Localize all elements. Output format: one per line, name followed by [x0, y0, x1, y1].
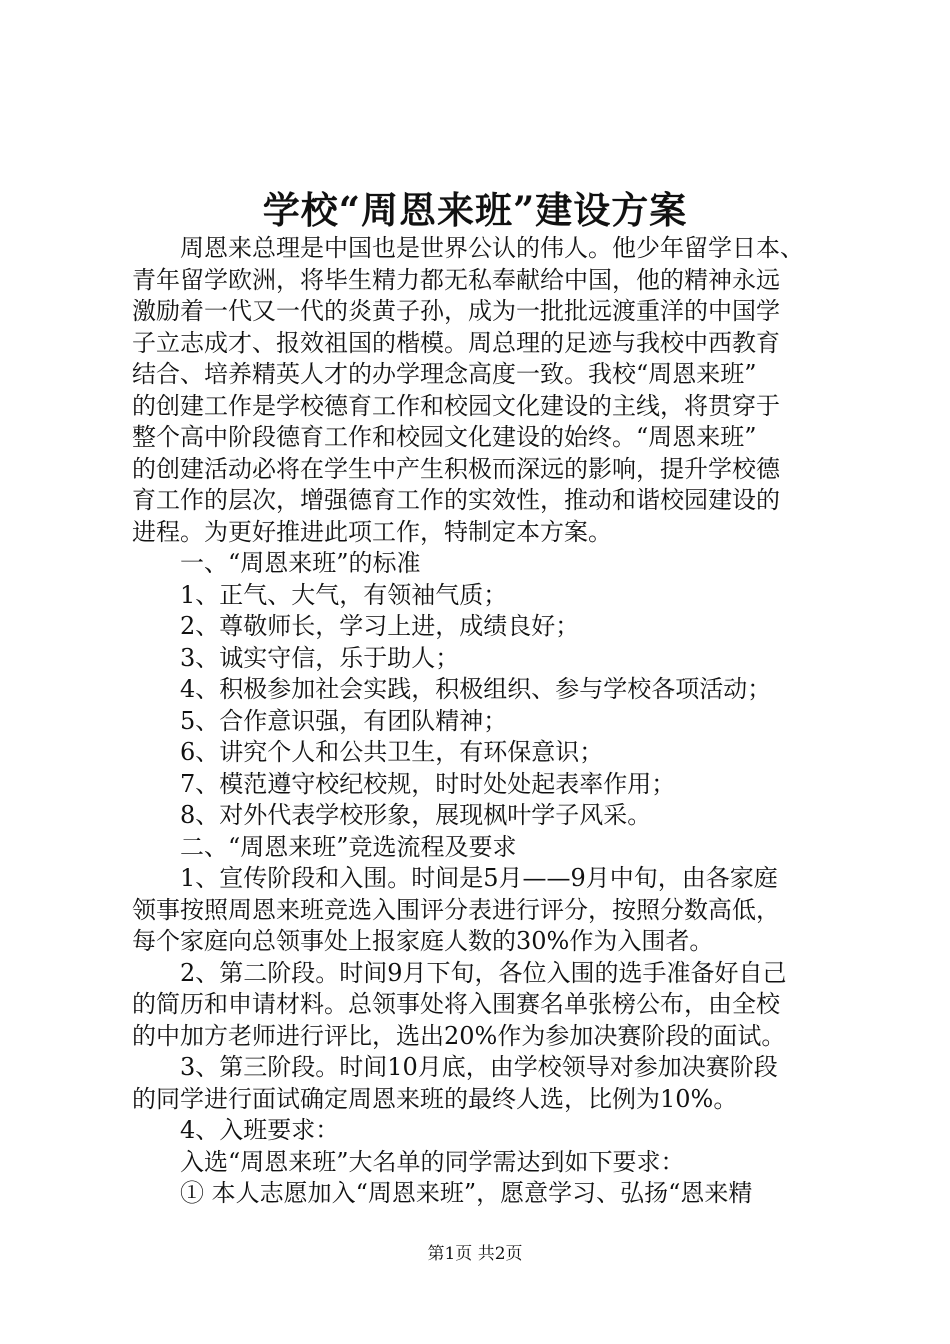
text-line: 4、积极参加社会实践，积极组织、参与学校各项活动； — [180, 675, 772, 703]
text-line: 5、合作意识强，有团队精神； — [180, 706, 508, 735]
text-line: 的创建活动必将在学生中产生积极而深远的影响，提升学校德 — [132, 454, 780, 483]
text-line: 8、对外代表学校形象，展现枫叶学子风采。 — [180, 801, 652, 829]
text-line: 的同学进行面试确定周恩来班的最终人选，比例为10%。 — [132, 1084, 738, 1113]
text-line: 每个家庭向总领事处上报家庭人数的30%作为入围者。 — [132, 927, 714, 955]
text-line: ① 本人志愿加入“周恩来班”，愿意学习、弘扬“恩来精 — [180, 1179, 753, 1207]
text-line: 4、入班要求： — [180, 1116, 340, 1144]
text-line: 1、正气、大气，有领袖气质； — [180, 580, 508, 609]
text-line: 1、宣传阶段和入围。时间是5月——9月中旬，由各家庭 — [180, 864, 778, 892]
text-line: 一、“周恩来班”的标准 — [180, 549, 421, 577]
text-line: 3、第三阶段。时间10月底，由学校领导对参加决赛阶段 — [180, 1053, 778, 1081]
document-title: 学校“周恩来班”建设方案 — [262, 188, 688, 232]
text-line: 6、讲究个人和公共卫生，有环保意识； — [180, 738, 604, 766]
text-line: 领事按照周恩来班竞选入围评分表进行评分，按照分数高低， — [132, 895, 780, 924]
text-line: 周恩来总理是中国也是世界公认的伟人。他少年留学日本、 — [180, 234, 804, 262]
text-line: 2、第二阶段。时间9月下旬，各位入围的选手准备好自己 — [180, 958, 787, 987]
text-line: 2、尊敬师长，学习上进，成绩良好； — [180, 612, 580, 640]
text-line: 青年留学欧洲，将毕生精力都无私奉献给中国，他的精神永远 — [132, 265, 780, 294]
text-line: 7、模范遵守校纪校规，时时处处起表率作用； — [180, 769, 676, 798]
text-line: 的简历和申请材料。总领事处将入围赛名单张榜公布，由全校 — [132, 990, 780, 1018]
text-line: 育工作的层次，增强德育工作的实效性，推动和谐校园建设的 — [132, 486, 780, 514]
text-line: 的创建工作是学校德育工作和校园文化建设的主线，将贯穿于 — [132, 391, 780, 420]
text-line: 二、“周恩来班”竞选流程及要求 — [180, 832, 517, 861]
document-body — [132, 233, 832, 1210]
text-line: 激励着一代又一代的炎黄子孙，成为一批批远渡重洋的中国学 — [132, 297, 780, 325]
text-line: 入选“周恩来班”大名单的同学需达到如下要求： — [180, 1147, 685, 1176]
text-line: 子立志成才、报效祖国的楷模。周总理的足迹与我校中西教育 — [132, 328, 780, 357]
text-line: 结合、培养精英人才的办学理念高度一致。我校“周恩来班” — [132, 360, 757, 388]
text-line: 进程。为更好推进此项工作，特制定本方案。 — [132, 517, 612, 546]
text-line: 3、诚实守信，乐于助人； — [180, 643, 460, 672]
text-line: 的中加方老师进行评比，选出20%作为参加决赛阶段的面试。 — [132, 1021, 786, 1050]
text-line: 整个高中阶段德育工作和校园文化建设的始终。“周恩来班” — [132, 423, 757, 451]
page-footer: 第1页 共2页 — [427, 1244, 523, 1264]
